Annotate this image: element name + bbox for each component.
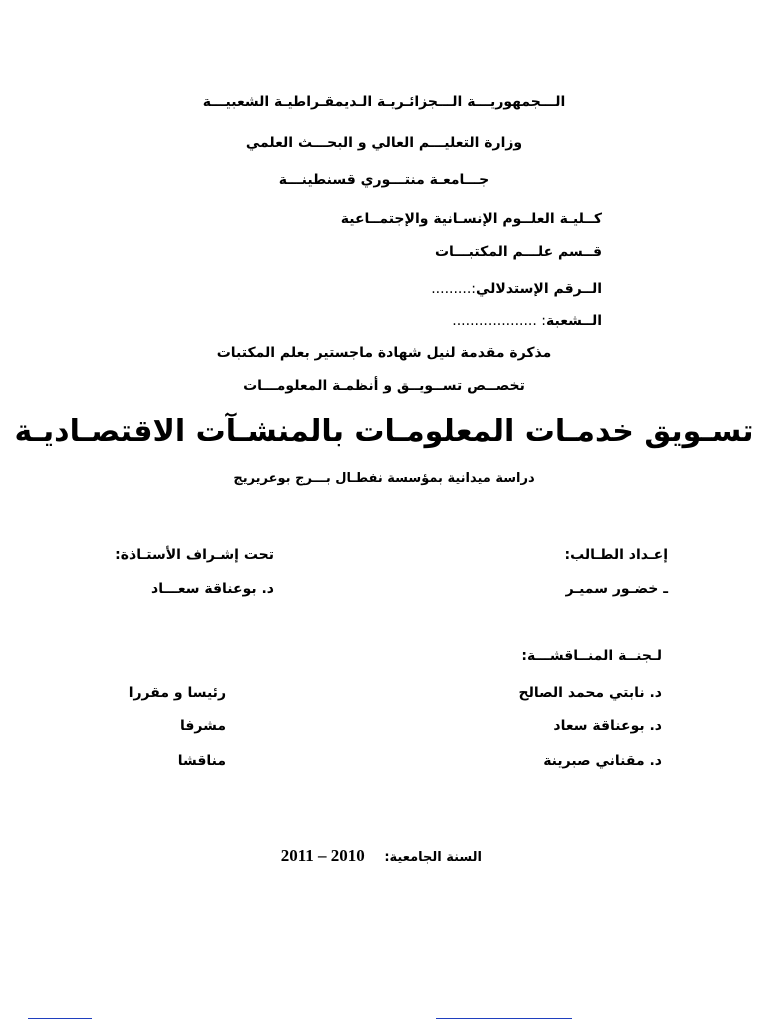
supervisor-label: تحت إشـراف الأستـاذة: [115,547,274,563]
footer-link-line [28,1018,92,1019]
republic-heading: الـــجمهوريـــة الـــجزائـريـة الـديمقـراطيـة الشعبيـــة [202,94,566,110]
academic-year-row [281,846,482,866]
branch-label: الــشعبة [546,313,602,329]
department-heading: قــسم علـــم المكتبـــات [434,244,602,260]
student-name: ـ خضـور سميـر [565,581,668,597]
ministry-heading: وزارة التعليـــم العالي و البحـــث العلمي [245,135,523,151]
reference-number-value: :......... [431,281,476,297]
reference-number-label: الــرقم الإستدلالي [476,281,602,297]
committee-member-name: د. مقناني صبرينة [543,753,662,769]
committee-label: لـجنــة المنــاقشـــة: [521,648,662,664]
degree-line: مذكرة مقدمة لنيل شهادة ماجستير بعلم المكتبات [216,345,552,361]
committee-member-role: مناقشا [177,753,226,769]
footer-link-line [436,1018,572,1019]
student-label: إعـداد الطـالب: [564,547,668,563]
academic-year-value: 2010 – 2011 [280,846,365,865]
committee-member-name: د. نابتي محمد الصالح [518,685,662,701]
committee-member-name: د. بوعناقة سعاد [553,718,662,734]
thesis-subtitle: دراسة ميدانية بمؤسسة نفطـال بـــرج بوعريريج [233,471,535,486]
academic-year-label: السنة الجامعية: [384,850,482,865]
committee-member-role: مشرفا [179,718,226,734]
branch-row [452,313,602,329]
committee-member-role: رئيسا و مقررا [128,685,226,701]
thesis-title: تسـويق خدمـات المعلومـات بالمنشـآت الاقتصـاديـة [14,414,754,449]
supervisor-name: د. بوعناقة سعـــاد [151,581,274,597]
faculty-heading: كــليـة العلــوم الإنسـانية والإجتمــاعية [340,211,602,227]
university-heading: جـــامعـة منتـــوري قسنطينـــة [278,172,490,188]
specialty-line: تخصــص تســويــق و أنظمـة المعلومـــات [243,378,525,394]
branch-value: : ................... [452,313,547,329]
reference-number-row [431,281,602,297]
